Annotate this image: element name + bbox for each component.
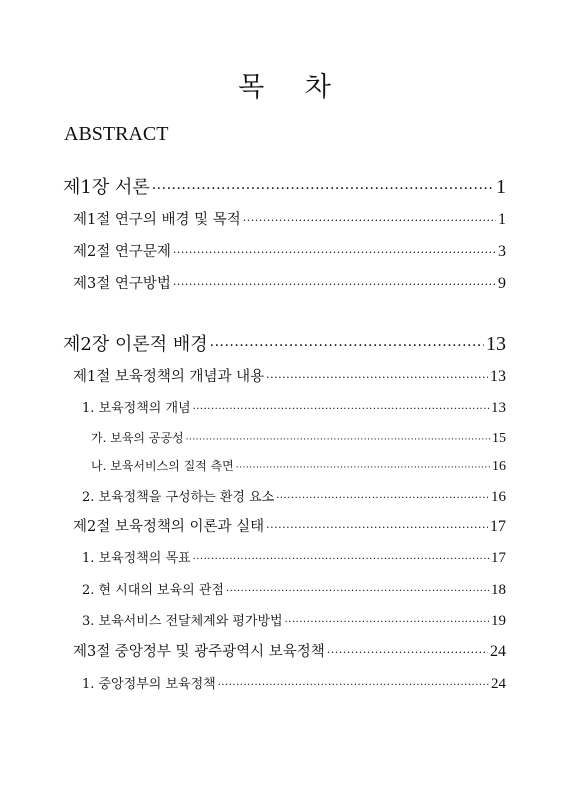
toc-entry-item-2-1-1 [82,398,506,420]
toc-entry-label: 제1절 보육정책의 개념과 내용 [73,369,265,385]
toc-entry-page: 13 [490,368,506,385]
toc-entry-label: 제2절 보육정책의 이론과 실태 [73,519,265,535]
toc-entry-item-2-2-2 [82,580,506,602]
toc-leader-dots [193,400,489,420]
toc-entry-section-1-1 [73,209,506,232]
page-title: 목 차 [238,72,347,103]
toc-entry-section-2-1 [73,366,506,389]
toc-entry-page: 15 [492,431,506,446]
toc-leader-dots [243,210,496,232]
toc-leader-dots [218,676,489,696]
toc-entry-page: 16 [491,489,506,505]
abstract-entry: ABSTRACT [64,123,169,145]
toc-entry-page: 1 [498,211,506,228]
toc-entry-label: 제1장 서론 [63,177,150,198]
toc-entry-label: 제3절 연구방법 [73,276,171,292]
toc-leader-dots [152,176,494,202]
toc-entry-item-2-3-1 [82,674,506,696]
toc-leader-dots [210,333,484,359]
toc-entry-page: 13 [491,400,506,416]
toc-entry-chapter-1 [63,174,506,202]
toc-leader-dots [266,517,488,539]
toc-entry-label: 3. 보육서비스 전달체계와 평가방법 [82,614,283,629]
toc-leader-dots [236,459,490,477]
toc-entry-label: 1. 보육정책의 개념 [82,401,191,416]
toc-entry-section-2-3 [73,641,506,664]
toc-entry-page: 17 [491,550,506,566]
toc-leader-dots [327,642,488,664]
toc-entry-item-2-2-3 [82,611,506,633]
toc-entry-page: 13 [486,333,506,355]
toc-leader-dots [285,613,489,633]
toc-entry-section-1-2 [73,241,506,264]
toc-entry-page: 24 [490,643,506,660]
toc-entry-subitem-ga [91,429,506,449]
toc-entry-item-2-2-1 [82,548,506,570]
toc-entry-label: 1. 중앙정부의 보육정책 [82,677,216,692]
toc-entry-label: 2. 보육정책을 구성하는 환경 요소 [82,490,275,505]
toc-entry-label: 제2절 연구문제 [73,244,171,260]
toc-leader-dots [173,274,496,296]
toc-entry-label: 제1절 연구의 배경 및 목적 [73,212,241,228]
toc-entry-page: 24 [491,676,506,692]
toc-entry-label: 나. 보육서비스의 질적 측면 [91,459,234,473]
toc-entry-label: 가. 보육의 공공성 [91,431,184,445]
toc-entry-page: 9 [498,275,506,292]
toc-entry-page: 3 [498,243,506,260]
toc-entry-page: 1 [496,176,506,198]
toc-leader-dots [226,582,489,602]
toc-entry-section-1-3 [73,273,506,296]
toc-leader-dots [276,489,489,509]
toc-leader-dots [186,431,490,449]
toc-entry-page: 17 [490,518,506,535]
toc-entry-label: 제3절 중앙정부 및 광주광역시 보육정책 [73,644,325,660]
toc-entry-label: 1. 보육정책의 목표 [82,551,191,566]
toc-entry-item-2-1-2 [82,487,506,509]
toc-entry-label: 제2장 이론적 배경 [63,334,208,355]
toc-entry-chapter-2 [63,331,506,359]
toc-leader-dots [266,367,488,389]
toc-leader-dots [173,242,496,264]
toc-entry-subitem-na [91,457,506,477]
toc-entry-page: 19 [491,613,506,629]
toc-entry-page: 18 [491,582,506,598]
toc-entry-label: 2. 현 시대의 보육의 관점 [82,583,224,598]
toc-entry-section-2-2 [73,516,506,539]
toc-entry-page: 16 [492,459,506,474]
toc-leader-dots [193,550,489,570]
